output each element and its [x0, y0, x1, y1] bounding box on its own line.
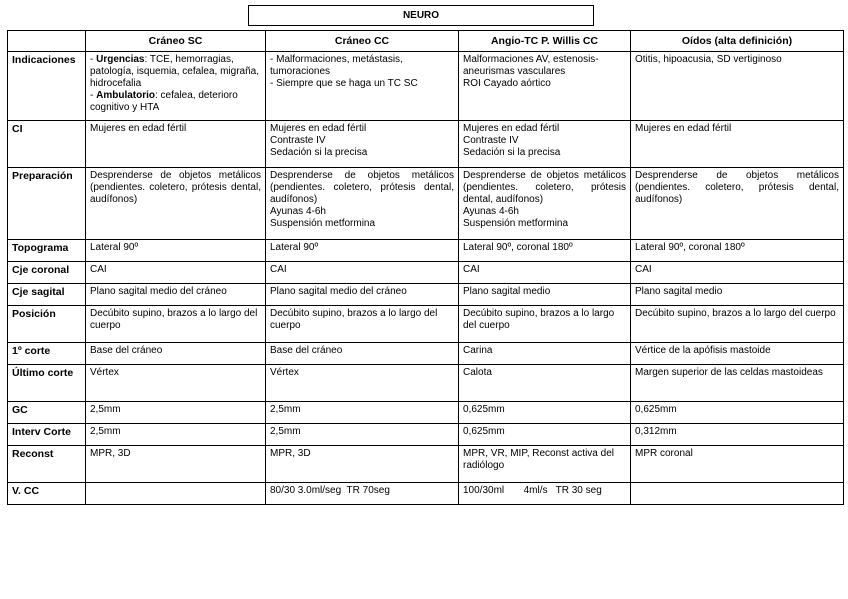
cell-line: Suspensión metformina: [270, 218, 376, 229]
neuro-protocol-table: [7, 30, 844, 505]
table-cell: [86, 168, 266, 240]
row-label: GC: [8, 402, 86, 424]
cell-line: Suspensión metformina: [463, 218, 569, 229]
table-cell: 0,625mm: [459, 402, 631, 424]
table-cell: [86, 483, 266, 505]
table-cell: Base del cráneo: [266, 343, 459, 365]
cell-line: Mujeres en edad fértil: [463, 123, 560, 134]
cell-line: Contraste IV: [463, 135, 519, 146]
table-row: [8, 306, 844, 343]
cell-line: Desprenderse de objetos metálicos (pendientes. coletero, prótesis dental, audífonos): [270, 170, 454, 205]
row-label: V. CC: [8, 483, 86, 505]
row-label: Cje sagital: [8, 284, 86, 306]
cell-line: Malformaciones AV, estenosis-aneurismas vasculares: [463, 54, 599, 77]
table-cell: [631, 483, 844, 505]
table-cell: [266, 168, 459, 240]
cell-line: Mujeres en edad fértil: [270, 123, 367, 134]
table-cell: [631, 168, 844, 240]
table-cell: MPR, 3D: [266, 446, 459, 483]
table-row: [8, 343, 844, 365]
table-cell: MPR, 3D: [86, 446, 266, 483]
table-cell: Lateral 90º: [266, 240, 459, 262]
table-cell: 2,5mm: [266, 402, 459, 424]
table-cell: CAI: [266, 262, 459, 284]
cell-line: Ayunas 4-6h: [463, 206, 519, 217]
table-cell: Plano sagital medio del cráneo: [86, 284, 266, 306]
table-cell: Carina: [459, 343, 631, 365]
row-label: Cje coronal: [8, 262, 86, 284]
ambulatorio-label: Ambulatorio: [96, 90, 155, 101]
table-cell: Lateral 90º, coronal 180º: [631, 240, 844, 262]
cell-line: Mujeres en edad fértil: [635, 123, 732, 134]
table-cell: Plano sagital medio: [459, 284, 631, 306]
header-empty: [8, 31, 86, 52]
cell-line: Sedación si la precisa: [463, 147, 561, 158]
cell-line: Desprenderse de objetos metálicos (pendientes. coletero, prótesis dental, audífonos): [463, 170, 626, 205]
table-cell: 100/30ml 4ml/s TR 30 seg: [459, 483, 631, 505]
cell-line: Desprenderse de objetos metálicos (pendientes. coletero, prótesis dental, audífonos): [90, 170, 261, 205]
table-cell: Decúbito supino, brazos a lo largo del cuerpo: [459, 306, 631, 343]
table-row: [8, 446, 844, 483]
cell-line: Ayunas 4-6h: [270, 206, 326, 217]
table-cell: Decúbito supino, brazos a lo largo del cuerpo: [266, 306, 459, 343]
table-cell: Otitis, hipoacusia, SD vertiginoso: [631, 52, 844, 121]
table-cell: CAI: [631, 262, 844, 284]
table-cell: 2,5mm: [86, 424, 266, 446]
header-oidos: Oídos (alta definición): [631, 31, 844, 52]
table-cell: 2,5mm: [266, 424, 459, 446]
row-label: CI: [8, 121, 86, 168]
table-row: [8, 121, 844, 168]
table-row: [8, 240, 844, 262]
header-craneo-cc: Cráneo CC: [266, 31, 459, 52]
table-cell: [266, 52, 459, 121]
urgencias-label: Urgencias: [96, 54, 145, 65]
table-cell: MPR, VR, MIP, Reconst activa del radiólogo: [459, 446, 631, 483]
row-label: Reconst: [8, 446, 86, 483]
table-cell: [266, 121, 459, 168]
row-label: Preparación: [8, 168, 86, 240]
table-cell: Vértex: [86, 365, 266, 402]
table-row: [8, 402, 844, 424]
cell-line: ROI Cayado aórtico: [463, 78, 551, 89]
table-cell: Lateral 90º: [86, 240, 266, 262]
table-cell: Base del cráneo: [86, 343, 266, 365]
table-cell: Plano sagital medio del cráneo: [266, 284, 459, 306]
row-label: Indicaciones: [8, 52, 86, 121]
table-row: [8, 284, 844, 306]
table-title: NEURO: [248, 5, 594, 26]
header-row: [8, 31, 844, 52]
table-cell: CAI: [459, 262, 631, 284]
table-row: [8, 483, 844, 505]
cell-line: Mujeres en edad fértil: [90, 123, 187, 134]
ambulatorio-text: : cefalea, deterioro cognitivo y HTA: [90, 90, 238, 113]
table-cell: [459, 121, 631, 168]
table-cell: [86, 121, 266, 168]
cell-line: - Malformaciones, metástasis, tumoraciones: [270, 54, 403, 77]
row-label: Interv Corte: [8, 424, 86, 446]
table-cell: Vértex: [266, 365, 459, 402]
table-cell: - Urgencias: TCE, hemorragias, patología, isquemia, cefalea, migraña, hidrocefalia - Ambulatorio: cefalea, deterioro cognitivo y HTA: [86, 52, 266, 121]
table-cell: [631, 121, 844, 168]
cell-line: Desprenderse de objetos metálicos (pendientes. coletero, prótesis dental, audífonos): [635, 170, 839, 205]
table-cell: Vértice de la apófisis mastoide: [631, 343, 844, 365]
table-cell: 80/30 3.0ml/seg TR 70seg: [266, 483, 459, 505]
table-cell: Plano sagital medio: [631, 284, 844, 306]
table-cell: Calota: [459, 365, 631, 402]
table-row: [8, 262, 844, 284]
table-cell: Decúbito supino, brazos a lo largo del cuerpo: [86, 306, 266, 343]
table-cell: [459, 52, 631, 121]
cell-line: - Siempre que se haga un TC SC: [270, 78, 418, 89]
header-angio-tc: Angio-TC P. Willis CC: [459, 31, 631, 52]
row-label: Último corte: [8, 365, 86, 402]
row-label: Topograma: [8, 240, 86, 262]
cell-line: Contraste IV: [270, 135, 326, 146]
table-row: [8, 365, 844, 402]
table-cell: 0,312mm: [631, 424, 844, 446]
header-craneo-sc: Cráneo SC: [86, 31, 266, 52]
cell-line: Sedación si la precisa: [270, 147, 368, 158]
row-label: Posición: [8, 306, 86, 343]
table-cell: 2,5mm: [86, 402, 266, 424]
row-label: 1º corte: [8, 343, 86, 365]
table-row: [8, 424, 844, 446]
table-cell: 0,625mm: [459, 424, 631, 446]
table-row: [8, 168, 844, 240]
table-cell: [459, 168, 631, 240]
table-cell: CAI: [86, 262, 266, 284]
table-cell: MPR coronal: [631, 446, 844, 483]
table-cell: 0,625mm: [631, 402, 844, 424]
urgencias-text: : TCE, hemorragias, patología, isquemia, cefalea, migraña, hidrocefalia: [90, 54, 259, 89]
table-cell: Lateral 90º, coronal 180º: [459, 240, 631, 262]
table-cell: Margen superior de las celdas mastoideas: [631, 365, 844, 402]
table-cell: Decúbito supino, brazos a lo largo del cuerpo: [631, 306, 844, 343]
table-row: [8, 52, 844, 121]
